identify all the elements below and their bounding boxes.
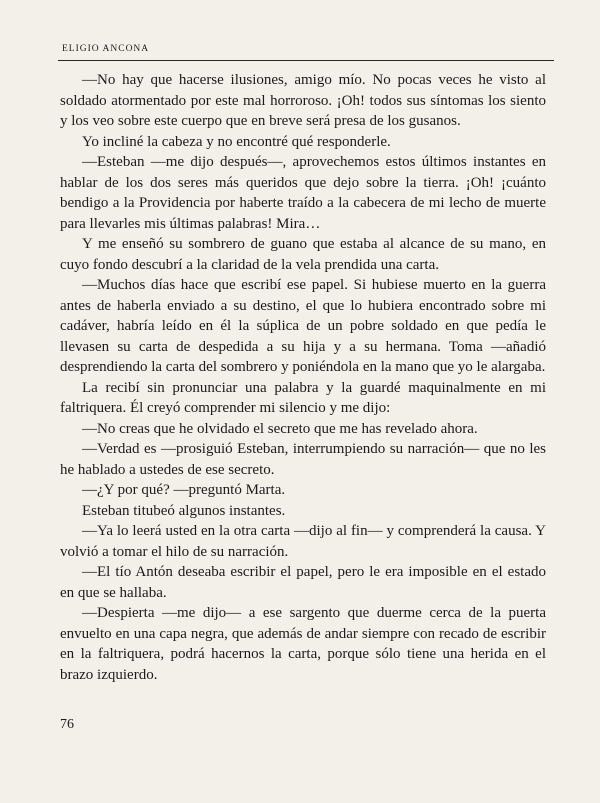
- paragraph: La recibí sin pronunciar una palabra y la guardé maquinalmente en mi faltriquera. Él creyó comprender mi silencio y me dijo:: [60, 379, 546, 416]
- paragraph: —El tío Antón deseaba escribir el papel, pero le era imposible en el estado en que se hallaba.: [60, 564, 546, 601]
- paragraph: Y me enseñó su sombrero de guano que estaba al alcance de su mano, en cuyo fondo descubrí a la claridad de la vela prendida una carta.: [60, 236, 546, 273]
- paragraph: —No creas que he olvidado el secreto que me has revelado ahora.: [82, 420, 478, 437]
- paragraph: —Muchos días hace que escribí ese papel. Si hubiese muerto en la guerra antes de haberla enviado a su destino, el que lo hubiera encontrado sobre mi cadáver, habría leído en él la súplica de un pobre soldado en que pedía le llevasen su carta de despedida a su hija y a su hermana. Toma —añadió desprendiendo la carta del sombrero y poniéndola en la mano que yo le alargaba.: [60, 277, 546, 375]
- paragraph: Esteban titubeó algunos instantes.: [82, 502, 286, 519]
- body-text: [60, 70, 546, 685]
- page-number: 76: [60, 717, 74, 732]
- running-header: ELIGIO ANCONA: [62, 44, 150, 54]
- paragraph: —Esteban —me dijo después—, aprovechemos estos últimos instantes en hablar de los dos seres más queridos que dejo sobre la tierra. ¡Oh! ¡cuánto bendigo a la Providencia por haberte traído a la cabecera de mi lecho de muerte para llevarles mis últimas palabras! Mira…: [60, 154, 546, 232]
- paragraph: —¿Y por qué? —preguntó Marta.: [82, 482, 286, 498]
- paragraph: —No hay que hacerse ilusiones, amigo mío. No pocas veces he visto al soldado atormentado por este mal horroroso. ¡Oh! todos sus síntomas los siento y los veo sobre este cuerpo que en breve será presa de los gusanos.: [60, 72, 546, 129]
- paragraph: —Ya lo leerá usted en la otra carta —dijo al fin— y comprenderá la causa. Y volvió a tomar el hilo de su narración.: [60, 523, 546, 560]
- header-rule: [58, 60, 554, 61]
- paragraph: Yo incliné la cabeza y no encontré qué responderle.: [82, 133, 391, 150]
- paragraph: —Despierta —me dijo— a ese sargento que duerme cerca de la puerta envuelto en una capa negra, que además de andar siempre con recado de escribir en la faltriquera, podrá hacernos la carta, porque sólo tiene una herida en el brazo izquierdo.: [60, 605, 546, 683]
- paragraph: —Verdad es —prosiguió Esteban, interrumpiendo su narración— que no les he hablado a ustedes de ese secreto.: [60, 441, 546, 478]
